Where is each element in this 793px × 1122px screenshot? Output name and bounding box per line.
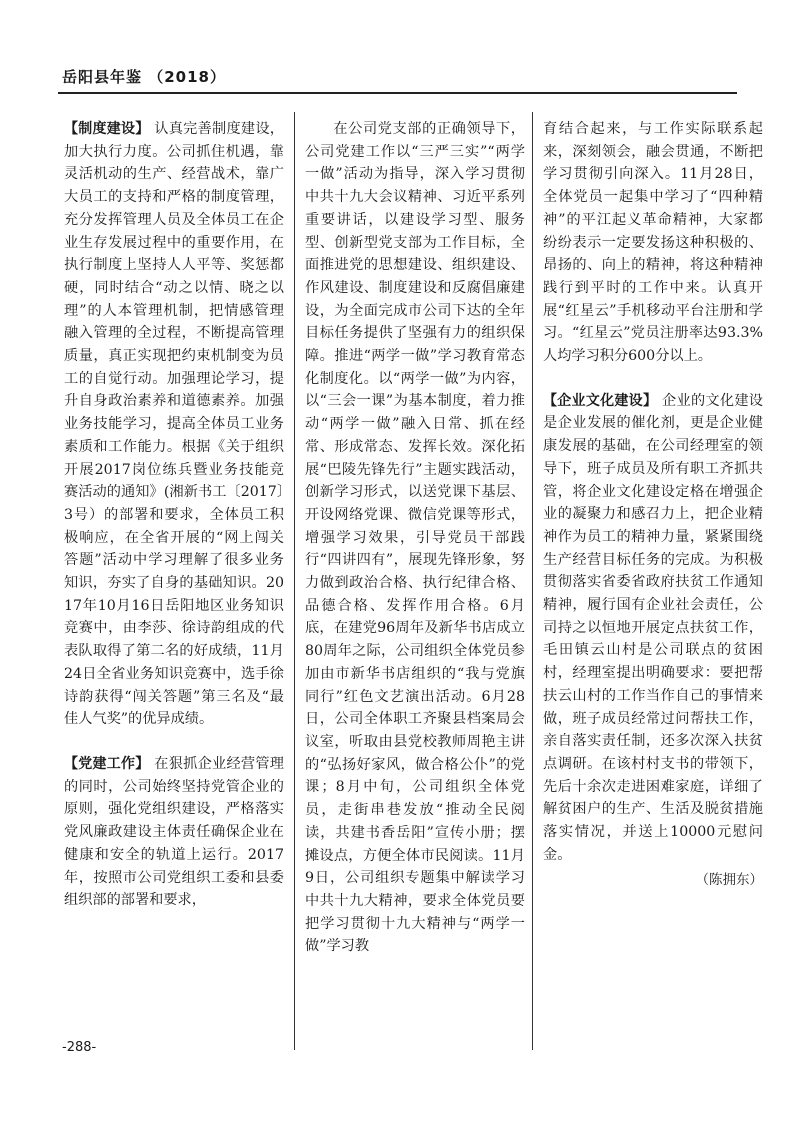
section-party-building: [64, 753, 284, 912]
column-divider: [294, 112, 295, 1050]
section-title: 【制度建设】: [64, 121, 150, 137]
section-party-building-continued: 在公司党支部的正确领导下，公司党建工作以“三严三实”“两学一做”活动为指导，深入学习贯彻中共十九大会议精神、习近平系列重要讲话，以建设学习型、服务型、创新型党支部为工作目标，全面推进党的思想建设、组织建设、作风建设、制度建设和反腐倡廉建设，为全面完成市公司下达的全年目标任务提供了坚强有力的组织保障。推进“两学一做”学习教育常态化制度化。以“两学一做”为内容，以“三会一课”为基本制度，着力推动“两学一做”融入日常、抓在经常、形成常态、发挥长效。深化拓展“巴陵先锋先行”主题实践活动，创新学习形式，以送党课下基层、开设网络党课、微信党课等形式，增强学习效果，引导党员干部践行“四讲四有”，展现先锋形象，努力做到政治合格、执行纪律合格、品德合格、发挥作用合格。6月底，在建党96周年及新华书店成立80周年之际，公司组织全体党员参加由市新华书店组织的“我与党旗同行”红色文艺演出活动。6月28日，公司全体职工齐聚县档案局会议室，听取由县党校教师周艳主讲的“弘扬好家风，做合格公仆”的党课；8月中旬，公司组织全体党员，走街串巷发放“推动全民阅读，共建书香岳阳”宣传小册；摆摊设点，方便全体市民阅读。11月9日，公司组织专题集中解读学习中共十九大精神，要求全体党员要把学习贯彻十九大精神与“两学一做”学习教: [305, 121, 525, 955]
page-number: -288-: [62, 1040, 97, 1055]
author-credit: （陈拥东）: [695, 871, 763, 888]
section-institution-building: [64, 118, 284, 731]
section-party-building-continued: 育结合起来，与工作实际联系起来，深刻领会，融会贯通，不断把学习贯彻引向深入。11月28日，全体党员一起集中学习了“四种精神”的平江起义革命精神，大家都纷纷表示一定要发扬这种积极的、昂扬的、向上的精神，将这种精神践行到平时的工作中来。认真开展“红星云”手机移动平台注册和学习。“红星云”党员注册率达93.3%人均学习积分600分以上。: [543, 121, 763, 365]
column-2: [305, 118, 525, 1052]
column-3: [543, 118, 763, 1052]
section-title: 【党建工作】: [64, 755, 150, 772]
column-divider: [532, 112, 533, 1050]
running-header: 岳阳县年鉴 （2018）: [62, 68, 226, 86]
section-body: 企业的文化建设是企业发展的催化剂，更是企业健康发展的基础，在公司经理室的领导下，班子成员及所有职工齐抓共管，将企业文化建设定格在增强企业的凝聚力和感召力上，把企业精神作为员工的精神力量，紧紧围绕生产经营目标任务的完成。为积极贯彻落实省委省政府扶贫工作通知精神，履行国有企业社会责任，公司持之以恒地开展定点扶贫工作，毛田镇云山村是公司联点的贫困村，经理室提出明确要求：要把帮扶云山村的工作当作自己的事情来做，班子成员经常过问帮扶工作，亲自落实责任制，还多次深入扶贫点调研。在该村村支书的带领下，先后十余次走进困难家庭，详细了解贫困户的生产、生活及脱贫措施落实情况，并送上10000元慰问金。: [543, 392, 763, 863]
column-1: [64, 118, 284, 1052]
section-body: 认真完善制度建设，加大执行力度。公司抓住机遇，靠灵活机动的生产、经营战术，靠广大员工的支持和严格的制度管理，充分发挥管理人员及全体员工在企业生存发展过程中的重要作用，在执行制度上坚持人人平等、奖惩都硬，同时结合“动之以情、晓之以理”的人本管理机制，把情感管理融入管理的全过程，不断提高管理质量，真正实现把约束机制变为员工的自觉行动。加强理论学习，提升自身政治素养和道德素养。加强业务技能学习，提高全体员工业务素质和工作能力。根据《关于组织开展2017岗位练兵暨业务技能竞赛活动的通知》(湘新书工〔2017〕3号）的部署和要求，全体员工积极响应，在全省开展的“网上闯关答题”活动中学习理解了很多业务知识，夯实了自身的基础知识。2017年10月16日岳阳地区业务知识竞赛中，由李莎、徐诗韵组成的代表队取得了第二名的好成绩，11月24日全省业务知识竞赛中，选手徐诗韵获得“闯关答题”第三名及“最佳人气奖”的优异成绩。: [64, 121, 284, 728]
section-body: 在狠抓企业经营管理的同时，公司始终坚持党管企业的原则，强化党组织建设，严格落实党风廉政建设主体责任确保企业在健康和安全的轨道上运行。2017年，按照市公司党组织工委和县委组织部的部署和要求，: [64, 755, 284, 909]
header-rule: [58, 92, 737, 94]
section-title: 【企业文化建设】: [543, 392, 658, 409]
section-corporate-culture: [543, 390, 763, 867]
